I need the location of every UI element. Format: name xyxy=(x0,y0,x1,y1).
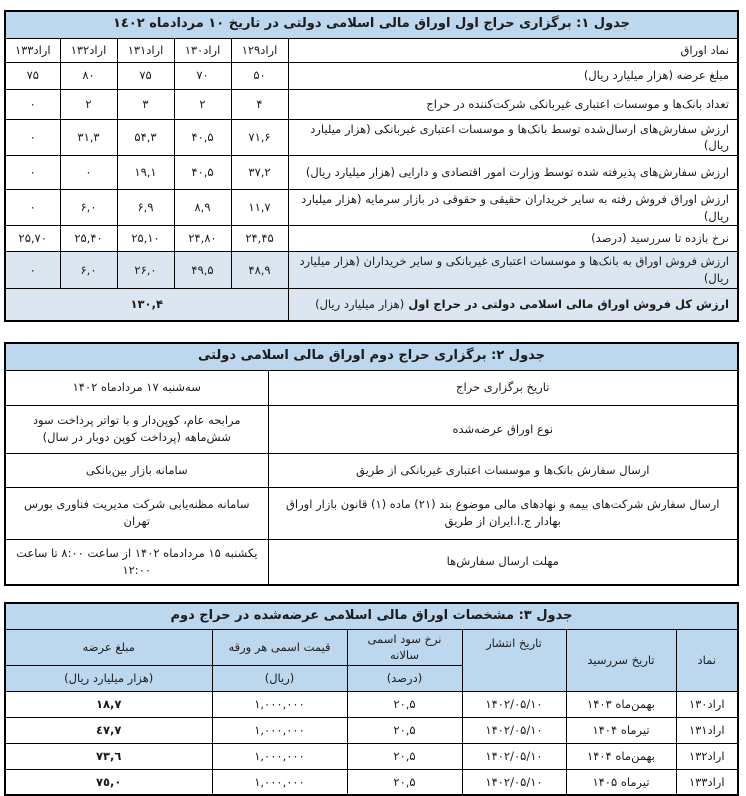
col-header-maturity: تاریخ سررسید xyxy=(566,629,676,691)
table-gap xyxy=(6,586,739,602)
value-cell: ۰ xyxy=(5,119,60,155)
col-header-face-value: قیمت اسمی هر ورقه xyxy=(212,629,347,665)
table-row xyxy=(5,405,738,453)
total-row xyxy=(5,288,738,321)
value-cell: ۷۱,۶ xyxy=(231,119,288,155)
row-label: ارزش فروش اوراق به بانک‌ها و موسسات اعتباری غیربانکی و سایر خریداران (هزار میلیارد ریال) xyxy=(288,252,738,288)
value-cell: ۳ xyxy=(117,89,174,119)
row-label: نوع اوراق عرضه‌شده xyxy=(268,405,738,453)
row-value: سامانه بازار بین‌بانکی xyxy=(5,453,268,487)
rate-cell: ۲۰,۵ xyxy=(347,717,462,743)
symbol-row-label: نماد اوراق xyxy=(288,38,738,62)
table-row xyxy=(5,743,738,769)
value-cell: ۶,۰ xyxy=(60,252,117,288)
row-value: مرابحه عام، کوپن‌دار و با تواتر پرداخت سود شش‌ماهه (پرداخت کوپن دوبار در سال) xyxy=(5,405,268,453)
value-cell: ۲۵,۷۰ xyxy=(5,226,60,252)
total-row-label xyxy=(288,288,738,321)
securities-spec-table xyxy=(4,602,739,796)
symbol-cell: اراد۱۳۳ xyxy=(676,769,738,795)
symbol-cell: اراد۱۳۰ xyxy=(174,38,231,62)
symbol-cell: اراد۱۳۱ xyxy=(676,717,738,743)
value-cell: ۳۷,۲ xyxy=(231,155,288,189)
offer-amount-cell: ۱۸,۷ xyxy=(5,691,212,717)
securities-spec-table-title: جدول ۳: مشخصات اوراق مالی اسلامی عرضه‌شده در حراج دوم xyxy=(5,603,738,629)
table-row xyxy=(5,370,738,405)
auction2-table xyxy=(4,342,739,586)
face-value-cell: ۱,۰۰۰,۰۰۰ xyxy=(212,717,347,743)
value-cell: ۷۰ xyxy=(174,62,231,89)
auction1-table-title: جدول ۱: برگزاری حراج اول اوراق مالی اسلامی دولتی در تاریخ ۱۰ مردادماه ۱٤۰۲ xyxy=(5,11,738,38)
row-label: ارزش اوراق فروش رفته به سایر خریداران حقیقی و حقوقی در بازار سرمایه (هزار میلیارد ریال) xyxy=(288,189,738,225)
issue-date-cell: ۱۴۰۲/۰۵/۱۰ xyxy=(462,743,566,769)
table-row xyxy=(5,226,738,252)
value-cell: ۰ xyxy=(5,155,60,189)
value-cell: ۱۹,۱ xyxy=(117,155,174,189)
value-cell: ۳۱,۳ xyxy=(60,119,117,155)
symbol-cell: اراد۱۳۲ xyxy=(676,743,738,769)
face-value-cell: ۱,۰۰۰,۰۰۰ xyxy=(212,743,347,769)
row-label: مبلغ عرضه (هزار میلیارد ریال) xyxy=(288,62,738,89)
value-cell: ۲۵,۱۰ xyxy=(117,226,174,252)
row-value: یکشنبه ۱۵ مردادماه ۱۴۰۲ از ساعت ۸:۰۰ تا ساعت ۱۲:۰۰ xyxy=(5,539,268,585)
face-value-cell: ۱,۰۰۰,۰۰۰ xyxy=(212,691,347,717)
total-value-cell: ۱۳۰,۴ xyxy=(5,288,288,321)
value-cell: ۶,۰ xyxy=(60,189,117,225)
col-header-face-value-unit: (ریال) xyxy=(212,665,347,691)
total-label-unit: (هزار میلیارد ریال) xyxy=(315,296,405,311)
row-label: ارزش سفارش‌های ارسال‌شده توسط بانک‌ها و موسسات اعتباری غیربانکی (هزار میلیارد ریال) xyxy=(288,119,738,155)
table-row xyxy=(5,89,738,119)
row-label: ارزش سفارش‌های پذیرفته شده توسط وزارت امور اقتصادی و دارایی (هزار میلیارد ریال) xyxy=(288,155,738,189)
offer-amount-cell: ٧٣,٦ xyxy=(5,743,212,769)
issue-date-cell: ۱۴۰۲/۰۵/۱۰ xyxy=(462,717,566,743)
symbol-cell: اراد۱۲۹ xyxy=(231,38,288,62)
maturity-cell: بهمن‌ماه ۱۴۰۴ xyxy=(566,743,676,769)
table-row xyxy=(5,62,738,89)
table-row xyxy=(5,539,738,585)
issue-date-cell: ۱۴۰۲/۰۵/۱۰ xyxy=(462,769,566,795)
table-row xyxy=(5,487,738,539)
table-gap xyxy=(6,322,739,342)
value-cell: ۷۵ xyxy=(5,62,60,89)
rate-cell: ۲۰,۵ xyxy=(347,743,462,769)
value-cell: ۱۱,۷ xyxy=(231,189,288,225)
table-row xyxy=(5,119,738,155)
row-label: تعداد بانک‌ها و موسسات اعتباری غیربانکی شرکت‌کننده در حراج xyxy=(288,89,738,119)
value-cell: ۰ xyxy=(5,252,60,288)
maturity-cell: بهمن‌ماه ۱۴۰۳ xyxy=(566,691,676,717)
value-cell: ۴۸,۹ xyxy=(231,252,288,288)
row-label: نرخ بازده تا سررسید (درصد) xyxy=(288,226,738,252)
maturity-cell: تیرماه ۱۴۰۵ xyxy=(566,769,676,795)
value-cell: ۴۹,۵ xyxy=(174,252,231,288)
table-row xyxy=(5,691,738,717)
value-cell: ۴ xyxy=(231,89,288,119)
highlighted-row xyxy=(5,252,738,288)
offer-amount-cell: ٤٧,٧ xyxy=(5,717,212,743)
issue-date-cell: ۱۴۰۲/۰۵/۱۰ xyxy=(462,691,566,717)
value-cell: ۵۴,۳ xyxy=(117,119,174,155)
value-cell: ۷۵ xyxy=(117,62,174,89)
col-header-offer-amount-unit: (هزار میلیارد ریال) xyxy=(5,665,212,691)
value-cell: ۴۰,۵ xyxy=(174,119,231,155)
value-cell: ۰ xyxy=(60,155,117,189)
value-cell: ۲ xyxy=(60,89,117,119)
face-value-cell: ۱,۰۰۰,۰۰۰ xyxy=(212,769,347,795)
value-cell: ۲۵,۴۰ xyxy=(60,226,117,252)
table-row xyxy=(5,453,738,487)
value-cell: ۲ xyxy=(174,89,231,119)
value-cell: ۰ xyxy=(5,89,60,119)
rate-cell: ۲۰,۵ xyxy=(347,769,462,795)
rate-cell: ۲۰,۵ xyxy=(347,691,462,717)
row-value: سامانه مظنه‌یابی شرکت مدیریت فناوری بورس تهران xyxy=(5,487,268,539)
col-header-symbol: نماد xyxy=(676,629,738,691)
auction1-table xyxy=(4,10,739,322)
row-label: مهلت ارسال سفارش‌ها xyxy=(268,539,738,585)
col-header-coupon-rate-unit: (درصد) xyxy=(347,665,462,691)
offer-amount-cell: ٧٥,٠ xyxy=(5,769,212,795)
col-header-issue-date: تاریخ انتشار xyxy=(462,629,566,691)
value-cell: ۸۰ xyxy=(60,62,117,89)
value-cell: ۴۰,۵ xyxy=(174,155,231,189)
table-row xyxy=(5,769,738,795)
value-cell: ۵۰ xyxy=(231,62,288,89)
row-label: تاریخ برگزاری حراج xyxy=(268,370,738,405)
col-header-coupon-rate: نرخ سود اسمی سالانه xyxy=(347,629,462,665)
symbol-cell: اراد۱۳۲ xyxy=(60,38,117,62)
row-label: ارسال سفارش شرکت‌های بیمه و نهادهای مالی موضوع بند (۲۱) ماده (۱) قانون بازار اوراق بهادار ج.ا.ایران از طریق xyxy=(268,487,738,539)
total-label-main: ارزش کل فروش اوراق مالی اسلامی دولتی در حراج اول xyxy=(404,296,729,311)
table-row xyxy=(5,189,738,225)
value-cell: ۲۴,۸۰ xyxy=(174,226,231,252)
value-cell: ۶,۹ xyxy=(117,189,174,225)
row-label: ارسال سفارش بانک‌ها و موسسات اعتباری غیربانکی از طریق xyxy=(268,453,738,487)
symbol-cell: اراد۱۳۱ xyxy=(117,38,174,62)
auction2-table-title: جدول ۲: برگزاری حراج دوم اوراق مالی اسلامی دولتی xyxy=(5,343,738,370)
col-header-offer-amount: مبلغ عرضه xyxy=(5,629,212,665)
value-cell: ۰ xyxy=(5,189,60,225)
row-value: سه‌شنبه ۱۷ مردادماه ۱۴۰۲ xyxy=(5,370,268,405)
value-cell: ۲۴,۴۵ xyxy=(231,226,288,252)
value-cell: ۲۶,۰ xyxy=(117,252,174,288)
symbol-cell: اراد۱۳۳ xyxy=(5,38,60,62)
header-row xyxy=(5,629,738,665)
value-cell: ۸,۹ xyxy=(174,189,231,225)
maturity-cell: تیرماه ۱۴۰۴ xyxy=(566,717,676,743)
table-row xyxy=(5,717,738,743)
table-row xyxy=(5,155,738,189)
symbol-cell: اراد۱۳۰ xyxy=(676,691,738,717)
